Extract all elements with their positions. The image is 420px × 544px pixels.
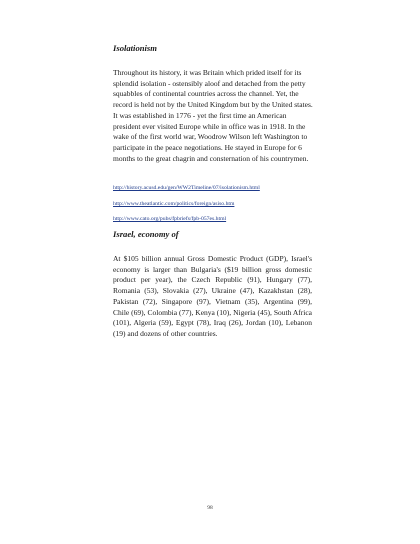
section-body-isolationism: Throughout its history, it was Britain which prided itself for its splendid isolation - ostensibly aloof and detached from the petty squabbles of continental countries across the channel. Yet, the record is held not by the United Kingdom but by the United states. It was established in 1776 - yet the first time an American president ever visited Europe while in office was in 1918. In the wake of the first world war, Woodrow Wilson left Washington to participate in the peace negotiations. He stayed in Europe for 6 months to the great chagrin and consternation of his countrymen. bbox=[113, 68, 313, 163]
reference-link-history-acusd[interactable]: http://history.acusd.edu/gen/WW2Timeline/07/isolationism.html bbox=[113, 185, 260, 191]
reference-link-theatlantic[interactable]: http://www.theatlantic.com/politics/foreign/asiso.htm bbox=[113, 201, 235, 207]
section-body-israel-economy: At $105 billion annual Gross Domestic Product (GDP), Israel's economy is larger than Bulgaria's ($19 billion gross domestic product per year), the Czech Republic (91), Hungary (77), Romania (53), Slovakia (27), Ukraine (47), Kazakhstan (28), Pakistan (72), Singapore (97), Vietnam (35), Argentina (99), Chile (69), Colombia (77), Kenya (10), Nigeria (45), South Africa (101), Algeria (59), Egypt (78), Iraq (26), Jordan (10), Lebanon (19) and dozens of other countries. bbox=[113, 254, 312, 338]
section-heading-israel-economy: Israel, economy of bbox=[113, 229, 179, 239]
reference-link-cato[interactable]: http://www.cato.org/pubs/fpbriefs/fpb-057es.html bbox=[113, 216, 227, 222]
section-heading-isolationism: Isolationism bbox=[113, 43, 157, 53]
page-number: 98 bbox=[207, 505, 213, 511]
